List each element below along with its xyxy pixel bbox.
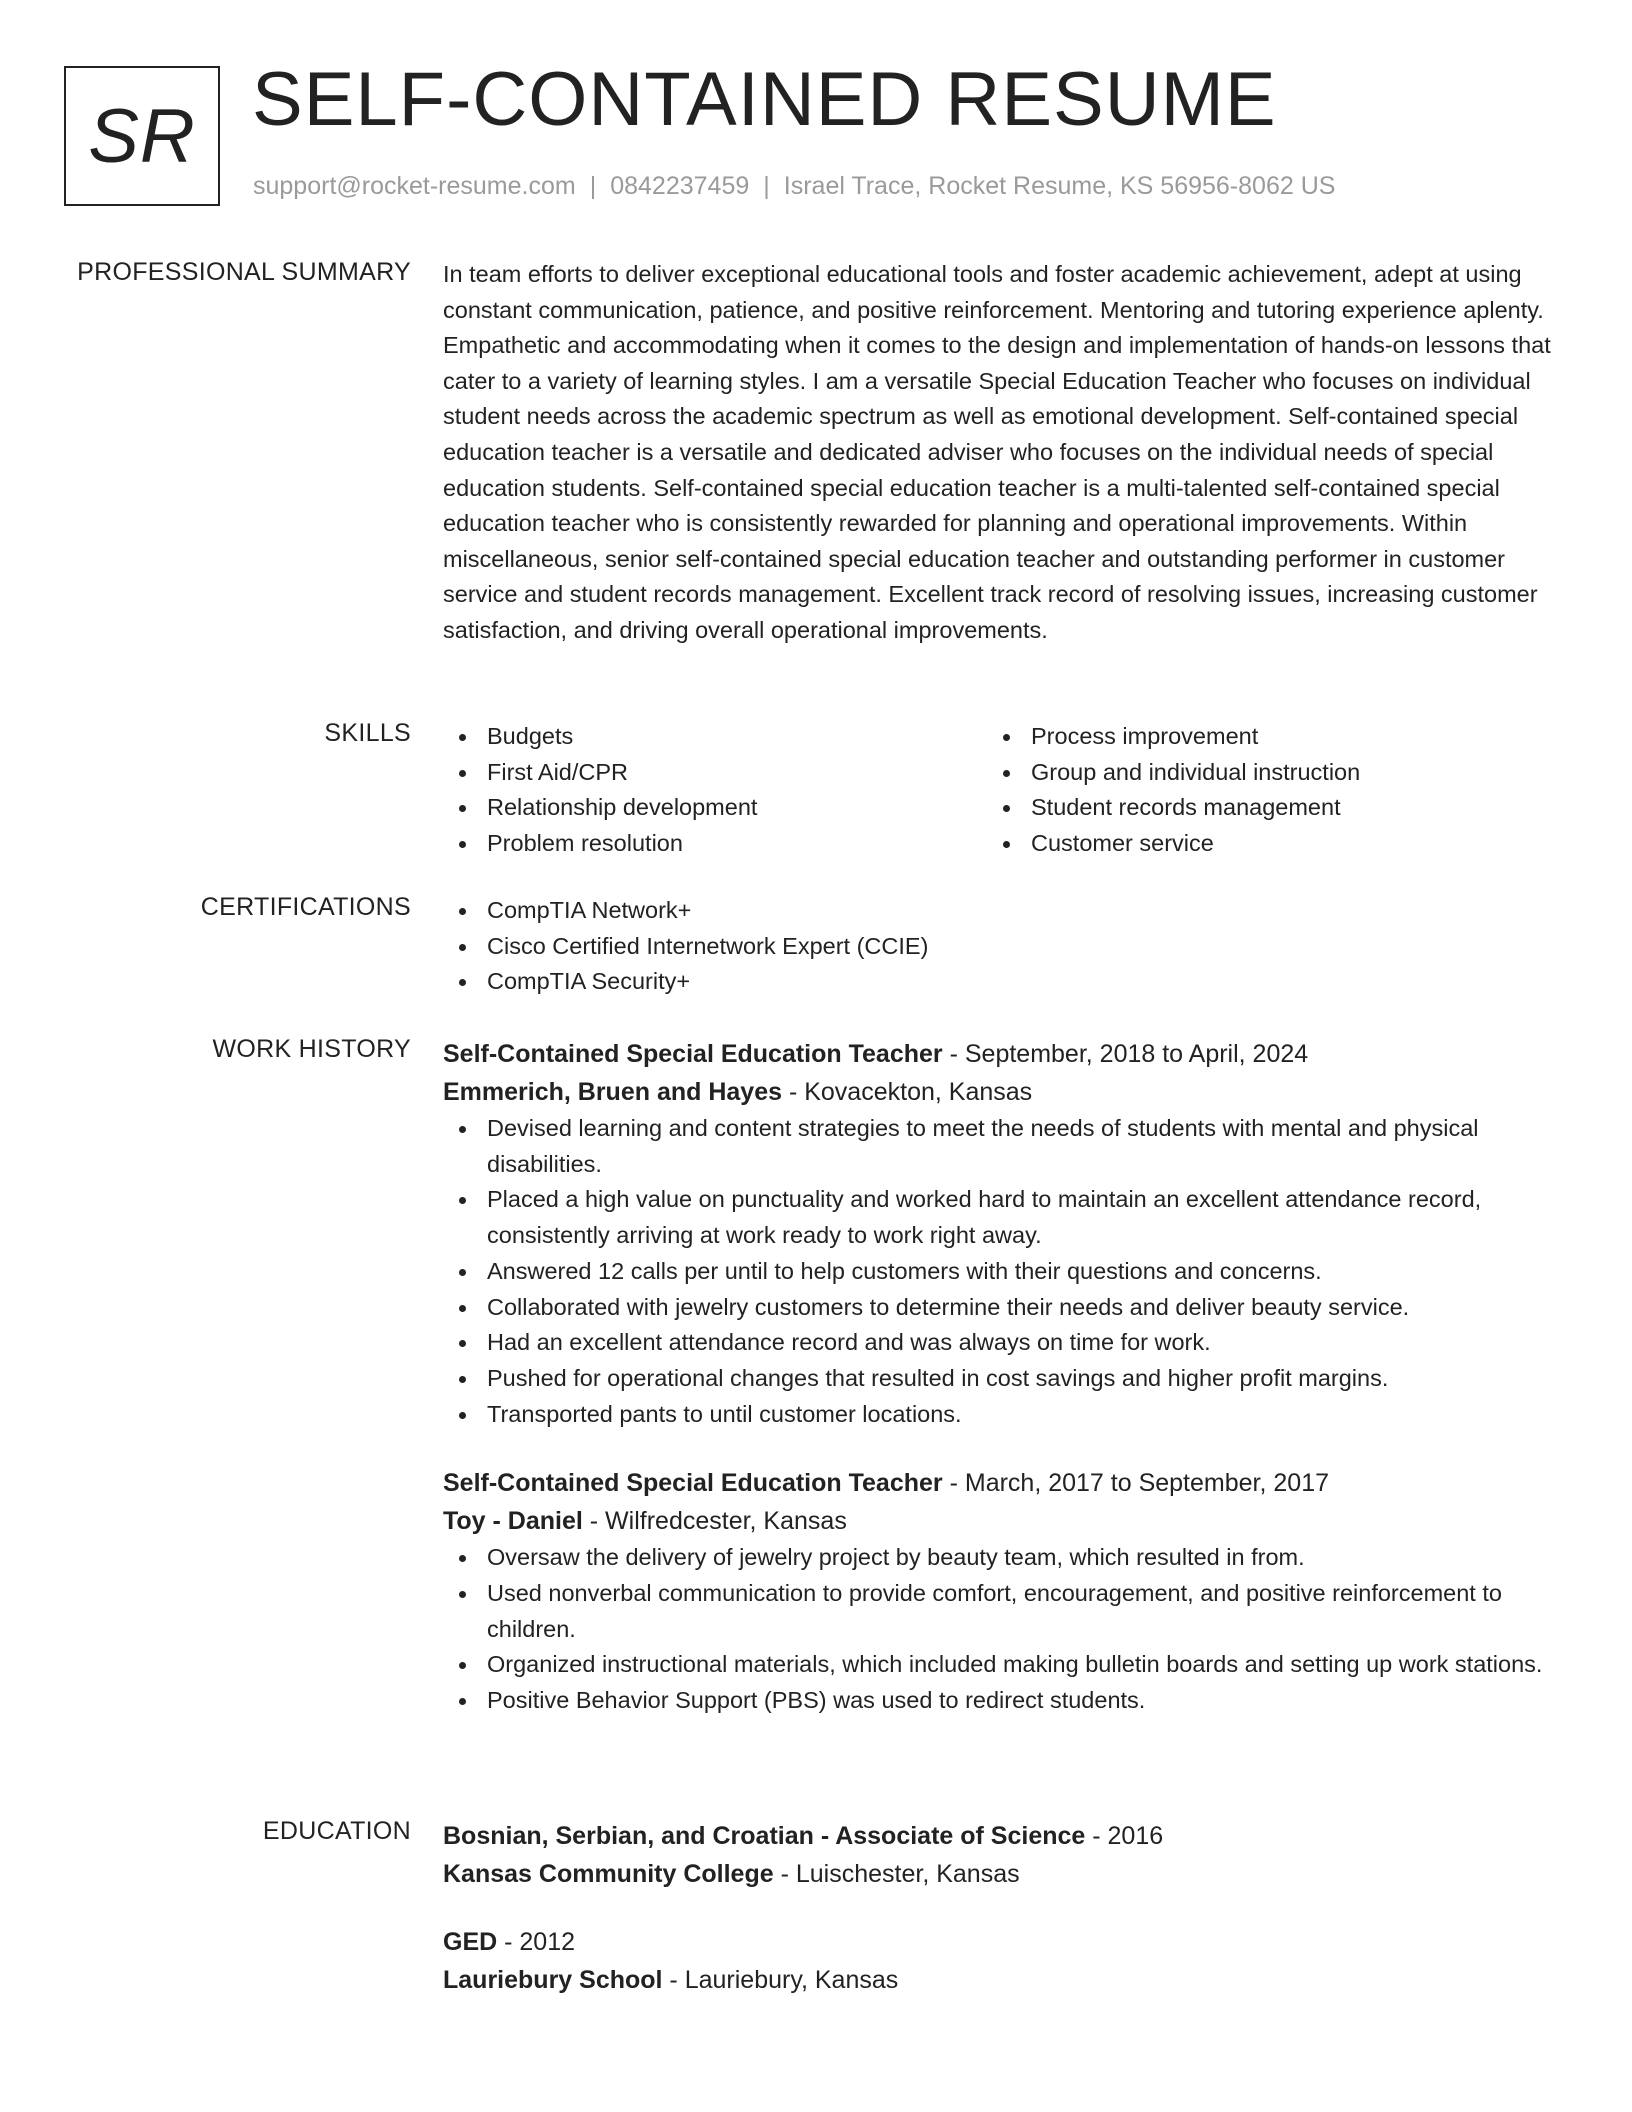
section-label-education: EDUCATION [262,1817,411,1845]
skill-item: Relationship development [443,790,987,826]
certification-item: Cisco Certified Internetwork Expert (CCIE) [443,929,1555,965]
education-body [443,1817,1555,1999]
education-school: Kansas Community College [443,1860,774,1888]
job-bullet: Devised learning and content strategies to meet the needs of students with mental and physical disabilities. [443,1111,1555,1182]
job-bullet: Positive Behavior Support (PBS) was used to redirect students. [443,1683,1555,1719]
job-bullet: Transported pants to until customer locations. [443,1397,1555,1433]
job-title-line [443,1464,1555,1502]
job-bullet: Collaborated with jewelry customers to determine their needs and deliver beauty service. [443,1290,1555,1326]
job-bullet: Answered 12 calls per until to help customers with their questions and concerns. [443,1254,1555,1290]
education-year: - 2012 [497,1928,576,1956]
job-location: - Kovacekton, Kansas [782,1078,1033,1106]
work-history-body [443,1035,1555,1719]
monogram-initials: SR [88,93,196,179]
job-bullet: Had an excellent attendance record and was always on time for work. [443,1325,1555,1361]
job-company: Emmerich, Bruen and Hayes [443,1078,783,1106]
job-bullet: Placed a high value on punctuality and worked hard to maintain an excellent attendance record, consistently arriving at work ready to work right away. [443,1182,1555,1253]
job-dates: - September, 2018 to April, 2024 [942,1040,1309,1068]
education-location: - Lauriebury, Kansas [662,1966,899,1994]
skill-item: Student records management [987,790,1531,826]
section-label-certifications: CERTIFICATIONS [200,893,411,921]
skills-column-2 [987,719,1531,862]
monogram-badge [64,66,220,206]
skills-column-1 [443,719,987,862]
job-dates: - March, 2017 to September, 2017 [942,1469,1329,1498]
certifications-list-wrap [443,893,1555,1000]
job-bullet: Oversaw the delivery of jewelry project by beauty team, which resulted in from. [443,1540,1555,1576]
contact-address: Israel Trace, Rocket Resume, KS 56956-8062 US [783,172,1336,200]
education-entry [443,1817,1555,1893]
education-school-line [443,1855,1555,1893]
job-bullet: Organized instructional materials, which included making bulletin boards and setting up work stations. [443,1647,1555,1683]
certification-item: CompTIA Security+ [443,964,1555,1000]
contact-line [253,172,1335,201]
certification-item: CompTIA Network+ [443,893,1555,929]
education-school: Lauriebury School [443,1966,663,1994]
contact-separator: | [589,172,597,200]
education-entry [443,1923,1555,1999]
job-location: - Wilfredcester, Kansas [582,1507,847,1536]
job-company-line [443,1502,1555,1540]
job-bullet: Pushed for operational changes that resulted in cost savings and higher profit margins. [443,1361,1555,1397]
contact-phone[interactable]: 0842237459 [610,172,750,200]
skills-grid [443,719,1555,862]
job-entry [443,1464,1555,1719]
education-degree: GED [443,1928,498,1956]
education-degree: Bosnian, Serbian, and Croatian - Associate of Science [443,1822,1086,1850]
skill-item: Customer service [987,826,1531,862]
education-degree-line [443,1923,1555,1961]
job-bullets [443,1540,1555,1719]
contact-separator: | [763,172,770,200]
job-company-line [443,1073,1555,1111]
skill-item: Process improvement [987,719,1531,755]
skill-item: First Aid/CPR [443,755,987,791]
section-label-skills: SKILLS [324,719,411,747]
section-label-work-history: WORK HISTORY [212,1035,411,1063]
certifications-list [443,893,1555,1000]
education-degree-line [443,1817,1555,1855]
skill-item: Budgets [443,719,987,755]
job-entry [443,1035,1555,1432]
skill-item: Problem resolution [443,826,987,862]
skill-item: Group and individual instruction [987,755,1531,791]
job-title-line [443,1035,1555,1073]
summary-text: In team efforts to deliver exceptional educational tools and foster academic achievement, adept at using constant communication, patience, and positive reinforcement. Mentoring and tutoring experience aplenty. Empathetic and accommodating when it comes to the design and implementation of hands-on lessons that cater to a variety of learning styles. I am a versatile Special Education Teacher who focuses on individual student needs across the academic spectrum as well as emotional development. Self-contained special education teacher is a versatile and dedicated adviser who focuses on the individual needs of special education students. Self-contained special education teacher is a multi-talented self-contained special education teacher who is consistently rewarded for planning and operational improvements. Within miscellaneous, senior self-contained special education teacher and outstanding performer in customer service and student records management. Excellent track record of resolving issues, increasing customer satisfaction, and driving overall operational improvements. [443,261,1551,643]
job-bullet: Used nonverbal communication to provide comfort, encouragement, and positive reinforcement to children. [443,1576,1555,1647]
education-year: - 2016 [1085,1822,1164,1850]
education-school-line [443,1961,1555,1999]
section-label-summary: PROFESSIONAL SUMMARY [77,258,411,286]
contact-email[interactable]: support@rocket-resume.com [253,172,576,200]
education-location: - Luischester, Kansas [773,1860,1020,1888]
job-bullets [443,1111,1555,1432]
job-company: Toy - Daniel [443,1507,583,1536]
job-title: Self-Contained Special Education Teacher [443,1469,943,1498]
job-title: Self-Contained Special Education Teacher [443,1040,943,1068]
resume-name: SELF-CONTAINED RESUME [252,57,1277,142]
